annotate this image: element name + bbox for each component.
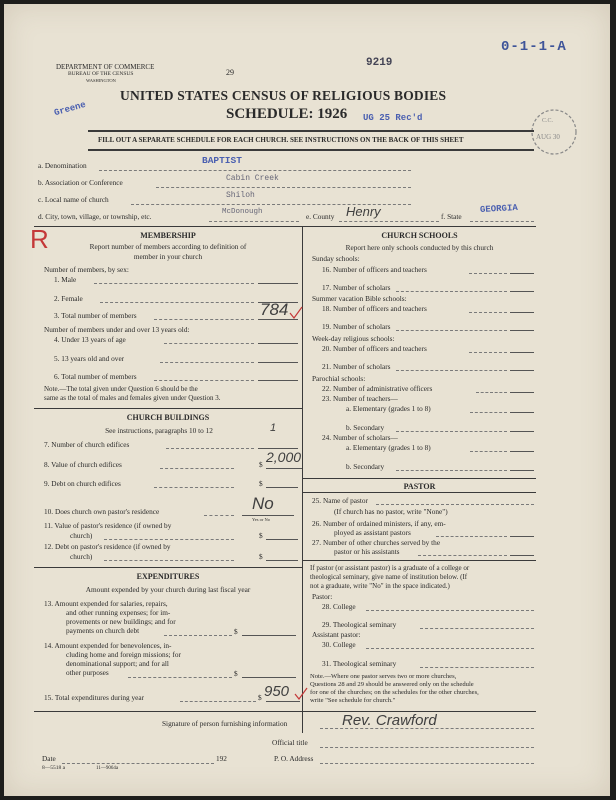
county-line <box>339 221 439 222</box>
signature-label: Signature of person furnishing information <box>162 719 288 728</box>
q14-label-2: cluding home and foreign missions; for <box>66 650 181 659</box>
q2-female-label: 2. Female <box>54 294 83 303</box>
q5-over13-label: 5. 13 years old and over <box>54 354 125 363</box>
po-address-label: P. O. Address <box>274 754 314 763</box>
q10-leader <box>204 515 234 516</box>
q4-leader <box>164 343 254 344</box>
q30-label: 30. College <box>322 640 356 649</box>
header-rule-bottom <box>88 149 534 151</box>
pastor-note-2: Questions 28 and 29 should be answered only on the schedule <box>310 681 474 688</box>
q3-leader <box>154 319 254 320</box>
denomination-label: a. Denomination <box>38 161 87 170</box>
q25-answer-line <box>376 504 534 505</box>
stamp-outline-icon <box>526 108 582 156</box>
state-label: f. State <box>441 212 462 221</box>
q14-label-4: other purposes <box>66 668 109 677</box>
column-divider <box>302 226 303 733</box>
membership-title: MEMBERSHIP <box>140 231 196 240</box>
state-line <box>470 221 534 222</box>
q9-leader <box>154 487 234 488</box>
schools-title: CHURCH SCHOOLS <box>381 231 458 240</box>
q7-label: 7. Number of church edifices <box>44 440 130 449</box>
q12-label-1: 12. Debt on pastor's residence (if owned by <box>44 542 171 551</box>
q15-dollar: $ <box>258 693 262 702</box>
q13-answer-line <box>242 635 296 636</box>
association-label: b. Association or Conference <box>38 178 123 187</box>
q8-label: 8. Value of church edifices <box>44 460 122 469</box>
q10-answer-line <box>242 515 294 516</box>
q13-label-4: payments on church debt <box>66 626 140 635</box>
q3-total-label: 3. Total number of members <box>54 311 137 320</box>
q15-check-icon <box>294 687 308 701</box>
q26-leader <box>436 536 507 537</box>
pastor-grad-rule <box>302 560 536 561</box>
q9-label: 9. Debt on church edifices <box>44 479 121 488</box>
assistant-pastor-subheading: Assistant pastor: <box>312 630 361 639</box>
main-table-top <box>34 226 536 227</box>
q24a-leader <box>470 451 507 452</box>
q18-answer-line <box>510 312 534 313</box>
q24b-leader <box>396 470 507 471</box>
membership-note-2: same as the total of males and females given under Question 3. <box>44 394 221 402</box>
q21-leader <box>396 370 507 371</box>
q8-dollar: $ <box>259 460 263 469</box>
schools-rule <box>302 478 536 479</box>
q9-dollar: $ <box>259 479 263 488</box>
membership-note-1: Note.—The total given under Question 6 should be the <box>44 385 198 393</box>
q16-answer-line <box>510 273 534 274</box>
form-subtitle: SCHEDULE: 1926 <box>226 106 348 122</box>
q19-answer-line <box>510 330 534 331</box>
schools-instr: Report here only schools conducted by this church <box>345 243 494 252</box>
q20-label: 20. Number of officers and teachers <box>322 344 427 353</box>
q20-answer-line <box>510 352 534 353</box>
q22-answer-line <box>510 392 534 393</box>
pastor-subheading: Pastor: <box>312 592 333 601</box>
q27-label-1: 27. Number of other churches served by the <box>312 538 441 547</box>
q21-label: 21. Number of scholars <box>322 362 391 371</box>
q25-hint: (If church has no pastor, write "None") <box>334 507 448 516</box>
instructions-line: FILL OUT A SEPARATE SCHEDULE FOR EACH CHURCH. SEE INSTRUCTIONS ON THE BACK OF THIS SHEET <box>98 136 464 144</box>
q7-leader <box>166 448 254 449</box>
q5-answer-line <box>258 362 298 363</box>
q11-label-1: 11. Value of pastor's residence (if owned by <box>44 521 172 530</box>
q28-label: 28. College <box>322 602 356 611</box>
q23a-answer-line <box>510 412 534 413</box>
q11-answer-line <box>266 539 298 540</box>
q9-answer-line <box>266 487 298 488</box>
q17-answer-line <box>510 291 534 292</box>
official-title-line <box>320 747 534 748</box>
stamp-top-text: C.C. <box>542 118 554 124</box>
q12-label-2: church) <box>70 552 93 561</box>
date-label: Date <box>42 754 56 763</box>
pastor-title-rule <box>302 492 536 493</box>
q23b-answer-line <box>510 431 534 432</box>
q18-label: 18. Number of officers and teachers <box>322 304 427 313</box>
expenditures-instr: Amount expended by your church during last fiscal year <box>85 585 251 594</box>
q24b-label: b. Secondary <box>346 462 385 471</box>
q4-under13-label: 4. Under 13 years of age <box>54 335 126 344</box>
signature-value: Rev. Crawford <box>342 712 437 729</box>
q13-leader <box>164 635 232 636</box>
q23-label: 23. Number of teachers— <box>322 394 398 403</box>
yes-no-hint: Yes or No <box>252 517 271 522</box>
county-label: e. County <box>306 212 335 221</box>
q14-answer-line <box>242 677 296 678</box>
q27-label-2: pastor or his assistants <box>334 547 400 556</box>
q16-label: 16. Number of officers and teachers <box>322 265 427 274</box>
q12-leader <box>104 560 234 561</box>
state-value: GEORGIA <box>479 203 519 215</box>
pastor-note-1: Note.—Where one pastor serves two or more churches, <box>310 673 457 680</box>
q5-leader <box>160 362 254 363</box>
q23b-label: b. Secondary <box>346 423 385 432</box>
q15-label: 15. Total expenditures during year <box>44 693 145 702</box>
q30-answer-line <box>366 648 534 649</box>
q15-value: 950 <box>264 683 290 700</box>
q19-leader <box>396 330 507 331</box>
q22-leader <box>476 392 507 393</box>
under-over-label: Number of members under and over 13 years old: <box>44 325 190 334</box>
q27-answer-line <box>510 555 534 556</box>
po-address-line <box>320 763 534 764</box>
q14-label-3: denominational support; and for all <box>66 659 169 668</box>
q23b-leader <box>396 431 507 432</box>
denomination-value: BAPTIST <box>202 155 242 166</box>
q8-answer-line <box>266 468 302 469</box>
q26-answer-line <box>510 536 534 537</box>
q21-answer-line <box>510 370 534 371</box>
q1-male-label: 1. Male <box>54 275 77 284</box>
weekday-schools-label: Week-day religious schools: <box>312 334 395 343</box>
q16-leader <box>469 273 507 274</box>
q11-label-2: church) <box>70 531 93 540</box>
print-code: 11—9064a <box>96 766 119 771</box>
form-number: 8—5518 a <box>42 765 66 771</box>
q24-label: 24. Number of scholars— <box>322 433 398 442</box>
q26-label-2: ployed as assistant pastors <box>334 528 411 537</box>
q23a-label: a. Elementary (grades 1 to 8) <box>346 404 431 413</box>
bureau-label: BUREAU OF THE CENSUS <box>68 71 134 77</box>
q8-value: 2,000 <box>266 449 302 465</box>
q20-leader <box>469 352 507 353</box>
q13-dollar: $ <box>234 627 238 636</box>
graduate-instr-3: not a graduate, write "No" in the space indicated.) <box>310 582 450 590</box>
q31-label: 31. Theological seminary <box>322 659 397 668</box>
city-value: McDonough <box>222 208 263 216</box>
q26-label-1: 26. Number of ordained ministers, if any, em- <box>312 519 446 528</box>
date-year: 192 <box>216 754 227 763</box>
q17-label: 17. Number of scholars <box>322 283 391 292</box>
q14-dollar: $ <box>234 669 238 678</box>
buildings-rule <box>34 567 302 568</box>
census-schedule-page <box>4 4 610 796</box>
association-value: Cabin Creek <box>226 174 279 183</box>
buildings-instr: See instructions, paragraphs 10 to 12 <box>105 426 213 435</box>
q29-answer-line <box>420 628 534 629</box>
denomination-line <box>99 170 411 171</box>
q12-answer-line <box>266 560 298 561</box>
members-by-sex-label: Number of members, by sex: <box>44 265 129 274</box>
summer-schools-label: Summer vacation Bible schools: <box>312 294 407 303</box>
q18-leader <box>469 312 507 313</box>
q14-leader <box>128 677 232 678</box>
membership-instr-2: member in your church <box>133 252 203 261</box>
membership-instr-1: Report number of members according to definition of <box>89 242 247 251</box>
church-name-value: Shiloh <box>226 191 255 200</box>
q13-label-3: provements or new buildings; and for <box>66 617 176 626</box>
q24b-answer-line <box>510 470 534 471</box>
q15-leader <box>180 701 256 702</box>
q1-answer-line <box>258 283 298 284</box>
q11-leader <box>104 539 234 540</box>
margin-check-mark: R <box>30 224 49 254</box>
q24a-answer-line <box>510 451 534 452</box>
header-rule-top <box>88 130 534 132</box>
q29-label: 29. Theological seminary <box>322 620 397 629</box>
q15-answer-line <box>266 701 300 702</box>
q24a-label: a. Elementary (grades 1 to 8) <box>346 443 431 452</box>
parochial-schools-label: Parochial schools: <box>312 374 366 383</box>
q4-answer-line <box>258 343 298 344</box>
graduate-instr-1: If pastor (or assistant pastor) is a graduate of a college or <box>310 564 470 572</box>
graduate-instr-2: theological seminary, give name of institution below. (If <box>310 573 468 581</box>
church-name-label: c. Local name of church <box>38 195 109 204</box>
city-line <box>209 221 299 222</box>
main-table-bottom <box>34 711 536 712</box>
q13-label-1: 13. Amount expended for salaries, repairs, <box>44 599 168 608</box>
department-label: DEPARTMENT OF COMMERCE <box>56 63 155 71</box>
stamp-date-text: AUG 30 <box>536 133 560 141</box>
q28-answer-line <box>366 610 534 611</box>
membership-rule <box>34 408 302 409</box>
classification-code: 0-1-1-A <box>501 39 567 55</box>
q22-label: 22. Number of administrative officers <box>322 384 433 393</box>
page-number: 29 <box>226 68 234 77</box>
city-label-field: d. City, town, village, or township, etc. <box>38 212 152 221</box>
q2-leader <box>100 302 254 303</box>
q6-leader <box>154 380 254 381</box>
city-label: WASHINGTON <box>86 78 116 83</box>
q7-value: 1 <box>270 422 277 434</box>
form-title: UNITED STATES CENSUS OF RELIGIOUS BODIES <box>120 88 447 103</box>
county-value: Henry <box>346 204 381 219</box>
greene-stamp: Greene <box>53 99 88 119</box>
q6-answer-line <box>258 380 298 381</box>
q14-label-1: 14. Amount expended for benevolences, in- <box>44 641 172 650</box>
serial-number: 9219 <box>366 57 393 69</box>
date-line <box>62 763 214 764</box>
buildings-title: CHURCH BUILDINGS <box>126 413 210 422</box>
q10-value: No <box>252 494 274 513</box>
q13-label-2: and other running expenses; for im- <box>66 608 171 617</box>
association-line <box>156 187 411 188</box>
received-stamp: UG 25 Rec'd <box>363 113 423 123</box>
q3-total-value: 784 <box>260 300 289 319</box>
q8-leader <box>160 468 234 469</box>
q19-label: 19. Number of scholars <box>322 322 391 331</box>
sunday-schools-label: Sunday schools: <box>312 254 360 263</box>
q31-answer-line <box>420 667 534 668</box>
pastor-note-4: write "See schedule for church." <box>310 697 396 704</box>
official-title-label: Official title <box>272 738 308 747</box>
received-date-stamp <box>526 108 582 156</box>
q1-leader <box>94 283 254 284</box>
q11-dollar: $ <box>259 531 263 540</box>
pastor-title: PASTOR <box>403 482 436 491</box>
q12-dollar: $ <box>259 552 263 561</box>
q27-leader <box>418 555 507 556</box>
expenditures-title: EXPENDITURES <box>136 572 200 581</box>
q6-total-label: 6. Total number of members <box>54 372 137 381</box>
q10-label: 10. Does church own pastor's residence <box>44 507 160 516</box>
pastor-note-3: for one of the churches; on the schedules for the other churches, <box>310 689 479 696</box>
q17-leader <box>396 291 507 292</box>
q25-label: 25. Name of pastor <box>312 496 368 505</box>
q3-check-icon <box>289 306 303 320</box>
q23a-leader <box>470 412 507 413</box>
